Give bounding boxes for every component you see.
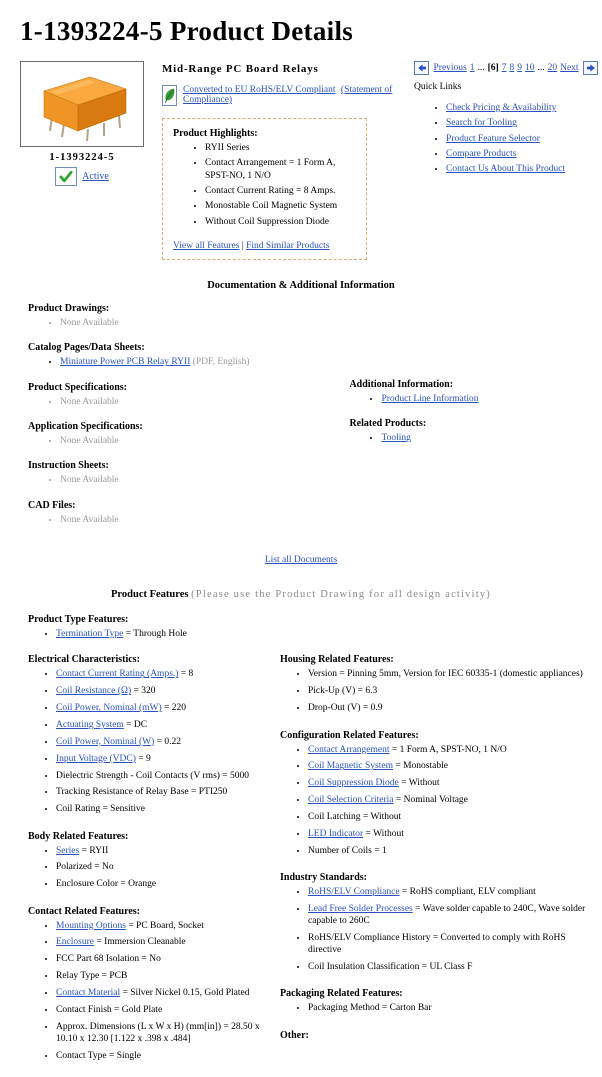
product-highlights xyxy=(173,128,356,228)
section-title: Other: xyxy=(280,1029,309,1041)
documentation-section xyxy=(0,303,602,539)
feature-link[interactable]: Mounting Options xyxy=(56,920,126,931)
section-item: • Monostable Coil Magnetic System xyxy=(205,200,356,212)
section-item: • Tracking Resistance of Relay Base = PTI250 xyxy=(56,786,272,798)
feature-value: = 9 xyxy=(135,753,151,764)
section-list xyxy=(280,668,594,714)
section-list xyxy=(28,628,602,640)
product-features-section xyxy=(0,654,602,1077)
feature-value: = 320 xyxy=(131,686,156,697)
feature-section xyxy=(28,342,349,368)
feature-value: = 220 xyxy=(161,703,187,714)
section-item xyxy=(56,936,272,948)
active-check-icon xyxy=(55,167,77,186)
compliance-statement-link[interactable]: (Statement of Compliance) xyxy=(183,85,393,105)
section-item xyxy=(56,628,602,640)
feature-link[interactable]: Actuating System xyxy=(56,720,124,730)
documentation-right-column xyxy=(349,379,602,539)
section-list xyxy=(28,317,349,329)
feature-value: = DC xyxy=(123,720,148,730)
feature-value: = Through Hole xyxy=(123,629,187,640)
section-item xyxy=(56,920,272,932)
page-link[interactable]: 7 xyxy=(501,63,507,73)
section-item xyxy=(56,987,272,999)
section-title: Additional Information: xyxy=(349,379,454,391)
section-title: Body Related Features: xyxy=(28,830,129,842)
page-ellipsis: ... xyxy=(477,63,485,73)
feature-section xyxy=(349,379,602,405)
section-title: CAD Files: xyxy=(28,499,76,511)
documentation-left-column xyxy=(28,303,349,539)
feature-link[interactable]: RoHS/ELV Compliance xyxy=(308,886,400,897)
section-item: • Contact Arrangement = 1 Form A, SPST-NO, 1 N/O xyxy=(205,157,356,182)
section-title: Product Highlights: xyxy=(173,128,258,139)
feature-section xyxy=(280,730,594,857)
features-heading-main: Product Features xyxy=(111,589,189,601)
feature-link[interactable]: Search for Tooling xyxy=(446,118,517,129)
section-item xyxy=(308,794,594,806)
section-item xyxy=(60,356,349,368)
feature-value: = Nominal Voltage xyxy=(393,795,468,806)
section-item xyxy=(308,744,594,756)
section-title: Related Products: xyxy=(349,418,427,430)
section-title: Configuration Related Features: xyxy=(280,729,419,741)
section-list xyxy=(280,886,594,974)
feature-section xyxy=(28,382,349,408)
section-item xyxy=(446,148,598,160)
section-item xyxy=(446,102,598,114)
section-item: • Coil Insulation Classification = UL Class F xyxy=(308,961,594,973)
section-title: Contact Related Features: xyxy=(28,905,141,917)
feature-link[interactable]: Product Feature Selector xyxy=(446,133,540,144)
section-title: Application Specifications: xyxy=(28,421,143,433)
section-item xyxy=(446,133,598,145)
section-item xyxy=(446,163,598,175)
previous-arrow-button[interactable] xyxy=(414,61,429,75)
feature-link[interactable]: Check Pricing & Availability xyxy=(446,103,557,113)
pagination xyxy=(414,61,598,75)
feature-link[interactable]: Compare Products xyxy=(446,149,517,160)
feature-section xyxy=(280,654,594,714)
section-item: • RoHS/ELV Compliance History = Converted to comply with RoHS directive xyxy=(308,932,594,957)
feature-link[interactable]: Coil Resistance (Ω) xyxy=(56,686,132,697)
section-title: Product Type Features: xyxy=(28,614,129,626)
feature-section xyxy=(28,421,349,447)
section-item: • None Available xyxy=(60,396,349,408)
section-item: • Contact Finish = Gold Plate xyxy=(56,1004,272,1016)
section-item xyxy=(308,903,594,928)
feature-link[interactable]: Input Voltage (VDC) xyxy=(56,753,136,764)
page-link[interactable]: Previous xyxy=(433,63,467,73)
feature-value: = 8 xyxy=(178,669,194,680)
section-title: Catalog Pages/Data Sheets: xyxy=(28,342,145,354)
section-item xyxy=(56,845,272,857)
section-list xyxy=(349,393,602,405)
features-heading-note: (Please use the Product Drawing for all design activity) xyxy=(191,589,491,601)
feature-value: = Monostable xyxy=(392,761,448,772)
section-item: • FCC Part 68 Isolation = No xyxy=(56,953,272,965)
page-link[interactable]: 20 xyxy=(547,63,558,73)
feature-section xyxy=(280,1030,594,1041)
section-item xyxy=(56,668,272,680)
page-link[interactable]: Next xyxy=(560,63,579,73)
section-list xyxy=(280,1002,594,1014)
compliance-link[interactable]: Converted to EU RoHS/ELV Compliant xyxy=(183,85,336,95)
section-item: • Approx. Dimensions (L x W x H) (mm[in]) = 28.50 x 10.10 x 12.30 [1.122 x .398 x .484] xyxy=(56,1021,272,1046)
feature-link[interactable]: Tooling xyxy=(381,433,411,444)
feature-link[interactable]: LED Indicator xyxy=(308,828,364,839)
page-link[interactable]: 1 xyxy=(469,63,475,73)
section-item: • RYII Series xyxy=(205,142,356,154)
section-item: • Dielectric Strength - Coil Contacts (V rms) = 5000 xyxy=(56,770,272,782)
section-item: • Packaging Method = Carton Bar xyxy=(308,1002,594,1014)
feature-section xyxy=(280,872,594,974)
features-left-column xyxy=(28,654,280,1077)
feature-value: = 1 Form A, SPST-NO, 1 N/O xyxy=(389,744,507,755)
section-item xyxy=(308,777,594,789)
feature-link[interactable]: Coil Magnetic System xyxy=(308,761,393,772)
feature-link[interactable]: Contact Arrangement xyxy=(308,744,390,755)
section-item: • Contact Current Rating = 8 Amps. xyxy=(205,185,356,197)
product-summary xyxy=(20,61,596,260)
feature-value: = Immersion Cleanable xyxy=(94,937,186,948)
section-item xyxy=(56,702,272,714)
section-list xyxy=(414,102,598,176)
pagination-items xyxy=(432,63,580,73)
section-item: • None Available xyxy=(60,317,349,329)
feature-section xyxy=(28,654,272,815)
section-title: Electrical Characteristics: xyxy=(28,654,140,666)
section-list xyxy=(28,514,349,526)
product-image xyxy=(20,61,144,147)
feature-link[interactable]: Contact Us About This Product xyxy=(446,164,566,175)
view-all-features-link[interactable]: View all Features xyxy=(173,241,240,252)
feature-link[interactable]: Contact Current Rating (Amps.) xyxy=(56,669,179,680)
section-title: Product Specifications: xyxy=(28,381,127,393)
section-item: • Relay Type = PCB xyxy=(56,970,272,982)
feature-link[interactable]: Coil Power, Nominal (W) xyxy=(56,736,155,747)
section-item: • Version = Pinning 5mm, Version for IEC 60335-1 (domestic appliances) xyxy=(308,668,594,680)
feature-section xyxy=(28,906,272,1063)
section-list xyxy=(173,142,356,228)
feature-link[interactable]: Series xyxy=(56,845,80,856)
compliance-text xyxy=(183,85,404,105)
feature-value: = PC Board, Socket xyxy=(125,920,204,931)
find-similar-link[interactable]: Find Similar Products xyxy=(246,241,330,252)
section-title: Packaging Related Features: xyxy=(280,988,403,1000)
section-list xyxy=(28,435,349,447)
page-title: 1-1393224-5 Product Details xyxy=(20,16,354,46)
section-item: • Contact Type = Single xyxy=(56,1050,272,1062)
list-all-documents-link[interactable]: List all Documents xyxy=(264,555,338,566)
feature-link[interactable]: Product Line Information xyxy=(381,394,479,405)
section-item: • None Available xyxy=(60,514,349,526)
feature-value: = Wave solder capable to 240C, Wave solder capable to 260C xyxy=(308,903,586,927)
section-item: • Polarized = No xyxy=(56,861,272,873)
arrow-left-icon xyxy=(417,63,427,73)
section-item xyxy=(381,393,602,405)
feature-value: = Without xyxy=(398,778,440,789)
feature-value: = RYII xyxy=(79,845,109,856)
feature-value: (PDF, English) xyxy=(190,357,250,368)
section-item xyxy=(381,432,602,444)
feature-link[interactable]: Contact Material xyxy=(56,987,121,998)
part-number: 1-1393224-5 xyxy=(49,152,115,163)
feature-value: = Without xyxy=(363,828,404,839)
section-item: • Enclosure Color = Orange xyxy=(56,878,272,890)
section-list xyxy=(280,744,594,857)
feature-section xyxy=(173,128,356,228)
section-item xyxy=(56,753,272,765)
product-details-page xyxy=(0,16,602,1061)
feature-link[interactable]: Miniature Power PCB Relay RYII xyxy=(60,357,191,368)
page-link[interactable]: 8 xyxy=(509,63,515,73)
section-item: • None Available xyxy=(60,435,349,447)
documentation-heading: Documentation & Additional Information xyxy=(207,280,395,292)
feature-link[interactable]: Coil Suppression Diode xyxy=(308,778,399,789)
section-item: • Pick-Up (V) = 6.3 xyxy=(308,685,594,697)
feature-link[interactable]: Coil Power, Nominal (mW) xyxy=(56,703,162,714)
section-item xyxy=(308,760,594,772)
feature-link[interactable]: Enclosure xyxy=(56,937,94,948)
section-list xyxy=(28,920,272,1063)
section-item xyxy=(56,719,272,731)
current-page: [6] xyxy=(487,63,499,73)
section-item: • Coil Rating = Sensitive xyxy=(56,803,272,815)
quick-links-title: Quick Links xyxy=(414,82,462,92)
section-item: • Number of Coils = 1 xyxy=(308,845,594,857)
section-title: Instruction Sheets: xyxy=(28,460,109,472)
section-list xyxy=(28,845,272,891)
section-item xyxy=(308,886,594,898)
section-list xyxy=(28,668,272,815)
section-title: Housing Related Features: xyxy=(280,654,394,666)
feature-value: = 0.22 xyxy=(154,736,182,747)
page-link[interactable]: 9 xyxy=(517,63,522,73)
section-list xyxy=(28,356,349,368)
feature-value: = RoHS compliant, ELV compliant xyxy=(399,886,536,897)
status-link[interactable]: Active xyxy=(82,171,109,182)
section-list xyxy=(349,432,602,444)
relay-photo xyxy=(26,65,138,143)
feature-section xyxy=(28,303,349,329)
product-type-features xyxy=(0,614,602,640)
section-title: Industry Standards: xyxy=(280,871,367,883)
product-features-heading xyxy=(0,589,602,600)
quick-links xyxy=(414,102,598,176)
rohs-leaf-icon xyxy=(162,85,177,106)
section-item: • Drop-Out (V) = 0.9 xyxy=(308,702,594,714)
section-list xyxy=(28,474,349,486)
next-arrow-button[interactable] xyxy=(583,61,598,75)
section-item: • Coil Latching = Without xyxy=(308,811,594,823)
features-right-column xyxy=(280,654,594,1077)
product-family-title: Mid-Range PC Board Relays xyxy=(162,63,319,75)
feature-section xyxy=(28,500,349,526)
section-item: • None Available xyxy=(60,474,349,486)
section-title: Product Drawings: xyxy=(28,303,110,315)
product-highlights-box xyxy=(162,118,367,260)
feature-section xyxy=(28,614,602,640)
arrow-right-icon xyxy=(586,63,596,73)
feature-link[interactable]: Lead Free Solder Processes xyxy=(308,903,413,914)
feature-section xyxy=(349,418,602,444)
page-link[interactable]: 10 xyxy=(524,63,535,73)
feature-section xyxy=(280,988,594,1014)
feature-link[interactable]: Termination Type xyxy=(56,629,124,640)
section-list xyxy=(28,396,349,408)
page-ellipsis: ... xyxy=(537,63,545,73)
feature-section xyxy=(414,102,598,176)
section-item xyxy=(308,828,594,840)
section-item xyxy=(56,736,272,748)
feature-link[interactable]: Coil Selection Criteria xyxy=(308,795,394,806)
section-item xyxy=(446,117,598,129)
feature-value: = Silver Nickel 0.15, Gold Plated xyxy=(120,987,250,998)
section-item: • Without Coil Suppression Diode xyxy=(205,216,356,228)
links-separator: | xyxy=(239,241,247,252)
feature-section xyxy=(28,831,272,891)
section-item xyxy=(56,685,272,697)
feature-section xyxy=(28,460,349,486)
